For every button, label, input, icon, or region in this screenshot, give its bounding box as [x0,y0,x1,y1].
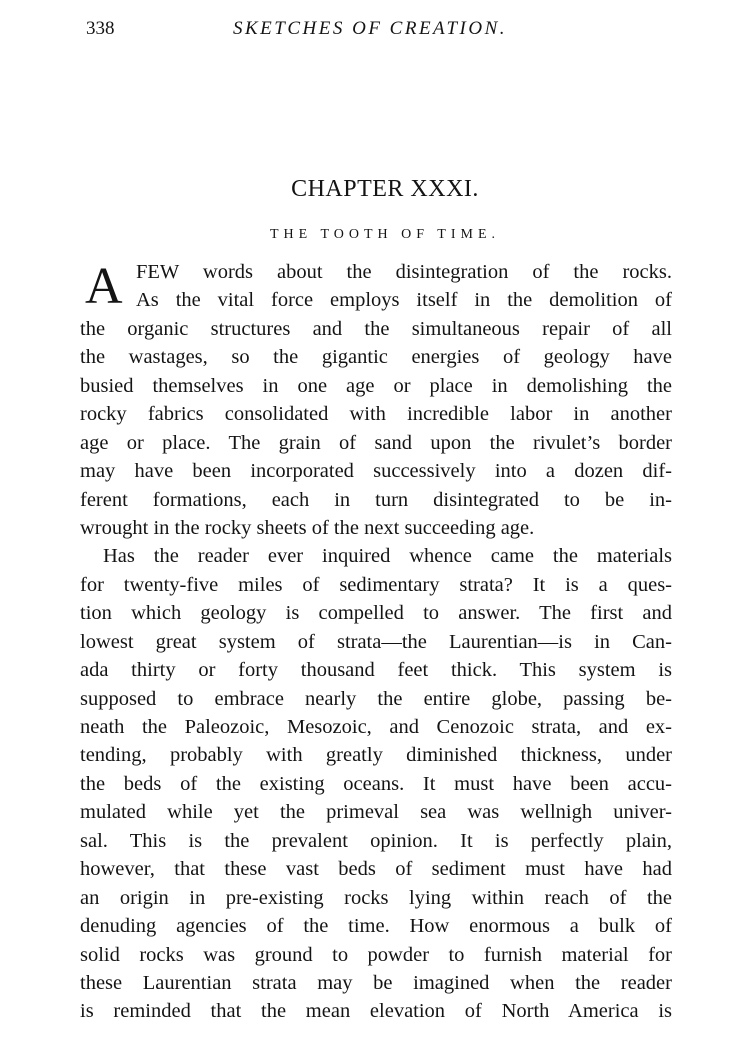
page-number: 338 [86,18,115,39]
text-line: the beds of the existing oceans. It must have been accu- [80,772,672,795]
text-line: is reminded that the mean elevation of North America is [80,1000,672,1023]
text-line: lowest great system of strata—the Laurentian—is in Can- [80,630,672,653]
text-line: the organic structures and the simultaneous repair of all [80,317,672,340]
text-line: As the vital force employs itself in the demolition of [136,289,672,312]
text-line: neath the Paleozoic, Mesozoic, and Cenozoic strata, and ex- [80,716,672,738]
body-text [80,258,672,1026]
text-line: wrought in the rocky sheets of the next succeeding age. [80,516,535,539]
text-line: denuding agencies of the time. How enormous a bulk of [80,915,672,938]
text-line: solid rocks was ground to powder to furnish material for [80,943,672,966]
text-line: age or place. The grain of sand upon the rivulet’s border [80,431,672,454]
text-line: an origin in pre-existing rocks lying within reach of the [80,886,672,909]
text-line: tending, probably with greatly diminished thickness, under [80,744,672,767]
paragraph-2 [80,542,672,1025]
text-line: supposed to embrace nearly the entire globe, passing be- [80,687,672,710]
text-line: Has the reader ever inquired whence came the materials [103,545,672,568]
text-line: tion which geology is compelled to answer. The first and [80,602,672,625]
running-title: SKETCHES OF CREATION. [233,18,507,39]
text-line: rocky fabrics consolidated with incredible labor in another [80,403,672,426]
text-line: for twenty-five miles of sedimentary strata? It is a ques- [80,573,672,596]
drop-cap: A [85,258,123,315]
chapter-title: CHAPTER XXXI. [291,176,479,202]
paragraph-1 [80,258,672,542]
text-line: may have been incorporated successively into a dozen dif- [80,460,672,483]
text-line: FEW words about the disintegration of the rocks. [136,261,672,283]
running-header [86,18,676,44]
text-line: however, that these vast beds of sediment must have had [80,858,672,881]
text-line: busied themselves in one age or place in demolishing the [80,374,672,397]
text-line: ada thirty or forty thousand feet thick. This system is [80,659,672,682]
text-line: mulated while yet the primeval sea was wellnigh univer- [80,801,672,824]
text-line: sal. This is the prevalent opinion. It is perfectly plain, [80,829,672,852]
text-line: these Laurentian strata may be imagined when the reader [80,971,672,994]
text-line: ferent formations, each in turn disintegrated to be in- [80,488,672,511]
chapter-subtitle: THE TOOTH OF TIME. [270,227,500,242]
text-line: the wastages, so the gigantic energies of geology have [80,346,672,369]
